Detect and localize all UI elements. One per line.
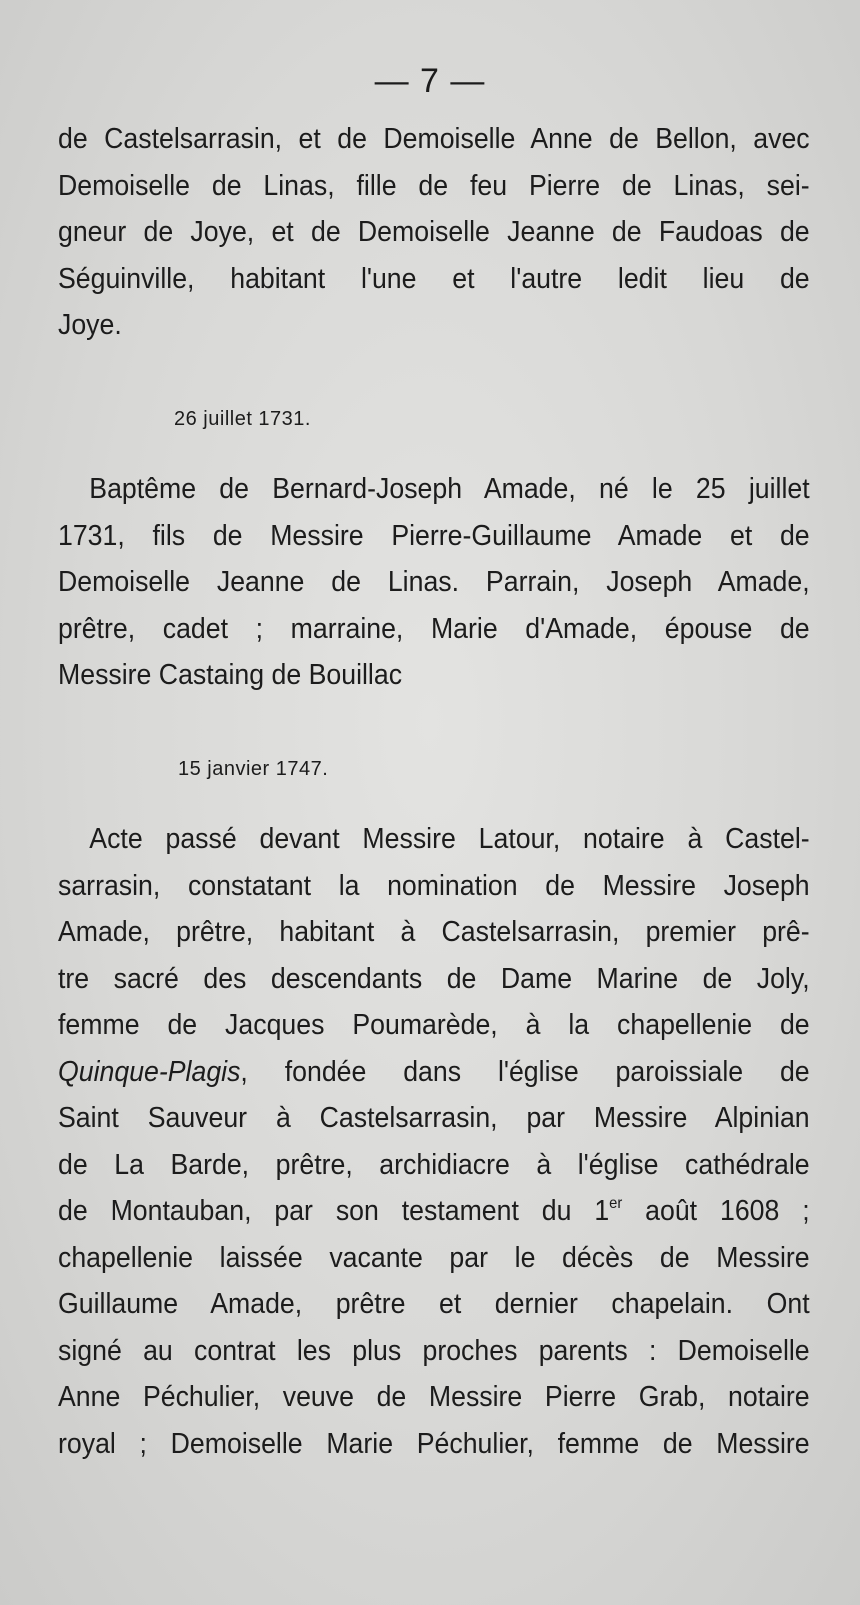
text-line (58, 1049, 810, 1096)
text-line: de Castelsarrasin, et de Demoiselle Anne de Bellon, avec (58, 123, 810, 155)
text-line: Demoiselle Jeanne de Linas. Parrain, Joseph Amade, (58, 566, 810, 598)
text-line: Séguinville, habitant l'une et l'autre ledit lieu de (58, 262, 810, 295)
text-line: gneur de Joye, et de Demoiselle Jeanne de Faudoas de (58, 216, 810, 248)
entry-1-text (58, 466, 810, 699)
text-line: Amade, prêtre, habitant à Castelsarrasin, premier prê- (58, 916, 810, 948)
text-line: Demoiselle de Linas, fille de feu Pierre de Linas, sei- (58, 169, 810, 202)
text-line: chapellenie laissée vacante par le décès de Messire (58, 1241, 810, 1274)
text-line: Baptême de Bernard-Joseph Amade, né le 25 juillet (89, 473, 810, 505)
text-fragment: de Montauban, par son testament du 1 (58, 1195, 610, 1227)
entry-date: 26 juillet 1731. (174, 408, 311, 430)
text-line: femme de Jacques Poumarède, à la chapellenie de (58, 1009, 810, 1041)
entry-2-text (58, 816, 810, 1467)
paragraph-1 (58, 116, 810, 349)
entry-date: 15 janvier 1747. (178, 758, 329, 780)
text-line: Joye. (58, 309, 122, 341)
text-line: Messire Castaing de Bouillac (58, 659, 403, 691)
text-line: royal ; Demoiselle Marie Péchulier, femme de Messire (58, 1427, 810, 1460)
text-line: Saint Sauveur à Castelsarrasin, par Messire Alpinian (58, 1102, 810, 1134)
text-line: signé au contrat les plus proches parents : Demoiselle (58, 1334, 810, 1367)
page-number: — 7 — (374, 62, 486, 100)
text-fragment: août 1608 ; (622, 1195, 810, 1227)
text-line: tre sacré des descendants de Dame Marine de Joly, (58, 962, 810, 995)
text-line: de La Barde, prêtre, archidiacre à l'église cathédrale (58, 1148, 810, 1181)
text-line: Anne Péchulier, veuve de Messire Pierre Grab, notaire (58, 1381, 810, 1413)
superscript: er (609, 1195, 623, 1212)
text-line: 1731, fils de Messire Pierre-Guillaume Amade et de (58, 519, 810, 552)
italic-title: Quinque-Plagis (58, 1055, 241, 1088)
text-line: Guillaume Amade, prêtre et dernier chapelain. Ont (58, 1288, 810, 1320)
text-line: prêtre, cadet ; marraine, Marie d'Amade, épouse de (58, 612, 810, 645)
text-line: sarrasin, constatant la nomination de Messire Joseph (58, 869, 810, 902)
text-line: Acte passé devant Messire Latour, notaire à Castel- (89, 823, 810, 855)
text-line (58, 1188, 810, 1235)
text-fragment: , fondée dans l'église paroissiale de (240, 1055, 810, 1088)
